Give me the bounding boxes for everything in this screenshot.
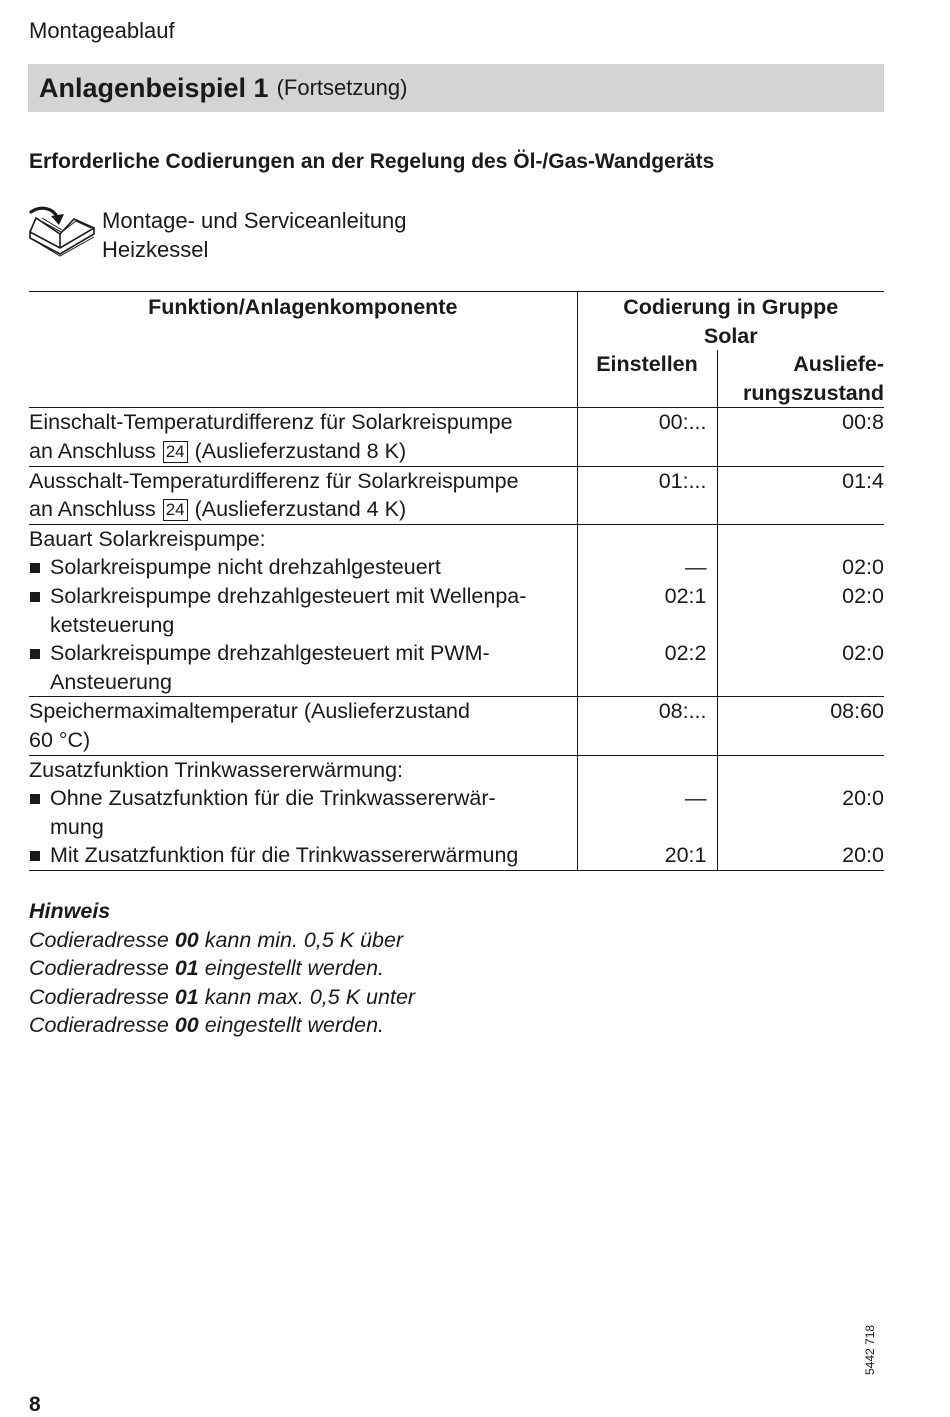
list-item: Ohne Zusatzfunktion für die Trinkwassererwär- <box>29 784 571 813</box>
row-default-value: 01:4 <box>717 466 884 524</box>
list-item-continuation: mung <box>50 814 104 839</box>
row-set-value: 00:... <box>577 408 717 466</box>
list-item: Solarkreispumpe drehzahlgesteuert mit Wellenpa- <box>29 582 571 611</box>
document-number: 5442 718 <box>863 1324 877 1375</box>
connection-number-box: 24 <box>163 441 188 463</box>
running-head: Montageablauf <box>29 18 175 43</box>
manual-book-icon <box>27 206 97 260</box>
subheading: Erforderliche Codierungen an der Regelung des Öl-/Gas-Wandgeräts <box>29 150 715 173</box>
row-text-pre: an Anschluss <box>29 497 156 522</box>
page-number: 8 <box>29 1393 41 1416</box>
row-default-value <box>717 755 884 870</box>
header-function: Funktion/Anlagenkomponente <box>29 292 577 408</box>
note-line: Codieradresse 01 eingestellt werden. <box>29 956 384 981</box>
bullet-square-icon <box>30 649 40 659</box>
table-row <box>29 408 884 466</box>
row-set-value: 01:... <box>577 466 717 524</box>
bullet-square-icon <box>30 592 40 602</box>
table-row <box>29 524 884 697</box>
set-value: — <box>685 786 707 811</box>
table-row <box>29 697 884 755</box>
row-default-value: 08:60 <box>717 697 884 755</box>
set-value: 20:1 <box>664 843 707 868</box>
list-item: Mit Zusatzfunktion für die Trinkwassererwärmung <box>29 841 571 870</box>
list-item-continuation: Ansteuerung <box>50 669 172 694</box>
row-text: Speichermaximaltemperatur (Auslieferzustand <box>29 699 470 724</box>
header-default <box>717 350 884 408</box>
row-text: Ausschalt-Temperaturdifferenz für Solarkreispumpe <box>29 468 519 493</box>
set-value: — <box>685 555 707 580</box>
row-set-value <box>577 524 717 697</box>
list-item: Solarkreispumpe drehzahlgesteuert mit PWM- <box>29 639 571 668</box>
connection-number-box: 24 <box>163 499 188 521</box>
group-title: Bauart Solarkreispumpe: <box>29 526 266 551</box>
note-block <box>29 897 415 1040</box>
row-default-value: 00:8 <box>717 408 884 466</box>
row-set-value <box>577 755 717 870</box>
note-line: Codieradresse 00 eingestellt werden. <box>29 1013 384 1038</box>
default-value: 02:0 <box>842 555 884 580</box>
bullet-square-icon <box>30 563 40 573</box>
row-function <box>29 466 577 524</box>
header-default-line1: Ausliefe- <box>793 352 884 377</box>
row-function <box>29 755 577 870</box>
note-line: Codieradresse 01 kann max. 0,5 K unter <box>29 984 416 1009</box>
table-row <box>29 466 884 524</box>
bullet-square-icon <box>30 851 40 861</box>
note-line: Codieradresse 00 kann min. 0,5 K über <box>29 927 404 952</box>
set-value: 02:1 <box>664 583 707 608</box>
note-heading: Hinweis <box>29 899 111 923</box>
row-text-post: (Auslieferzustand 4 K) <box>194 497 407 522</box>
row-function <box>29 408 577 466</box>
group-title: Zusatzfunktion Trinkwassererwärmung: <box>29 757 404 782</box>
row-default-value <box>717 524 884 697</box>
row-text <box>29 495 571 524</box>
section-title-bar <box>28 64 884 112</box>
list-item: Solarkreispumpe nicht drehzahlgesteuert <box>29 553 571 582</box>
section-title-suffix: (Fortsetzung) <box>276 75 408 100</box>
row-text <box>29 437 571 466</box>
default-value: 20:0 <box>842 843 884 868</box>
row-text-pre: an Anschluss <box>29 438 156 463</box>
row-text: 60 °C) <box>29 727 91 752</box>
table-row <box>29 755 884 870</box>
reference-subtitle: Heizkessel <box>102 237 209 262</box>
header-coding-group <box>577 292 884 351</box>
header-set: Einstellen <box>577 350 717 408</box>
list-item-continuation: ketsteuerung <box>50 612 175 637</box>
row-function <box>29 524 577 697</box>
row-text: Einschalt-Temperaturdifferenz für Solarkreispumpe <box>29 410 513 435</box>
default-value: 02:0 <box>842 641 884 666</box>
header-default-line2: rungszustand <box>743 380 884 405</box>
set-value: 02:2 <box>664 641 707 666</box>
default-value: 02:0 <box>842 583 884 608</box>
row-function <box>29 697 577 755</box>
coding-table <box>29 291 884 871</box>
reference-title: Montage- und Serviceanleitung <box>102 208 407 233</box>
bullet-square-icon <box>30 794 40 804</box>
section-title: Anlagenbeispiel 1 <box>39 72 269 103</box>
row-set-value: 08:... <box>577 697 717 755</box>
header-coding-group-line1: Codierung in Gruppe <box>623 295 839 319</box>
row-text-post: (Auslieferzustand 8 K) <box>194 438 407 463</box>
default-value: 20:0 <box>842 786 884 811</box>
header-coding-group-line2: Solar <box>703 323 758 348</box>
